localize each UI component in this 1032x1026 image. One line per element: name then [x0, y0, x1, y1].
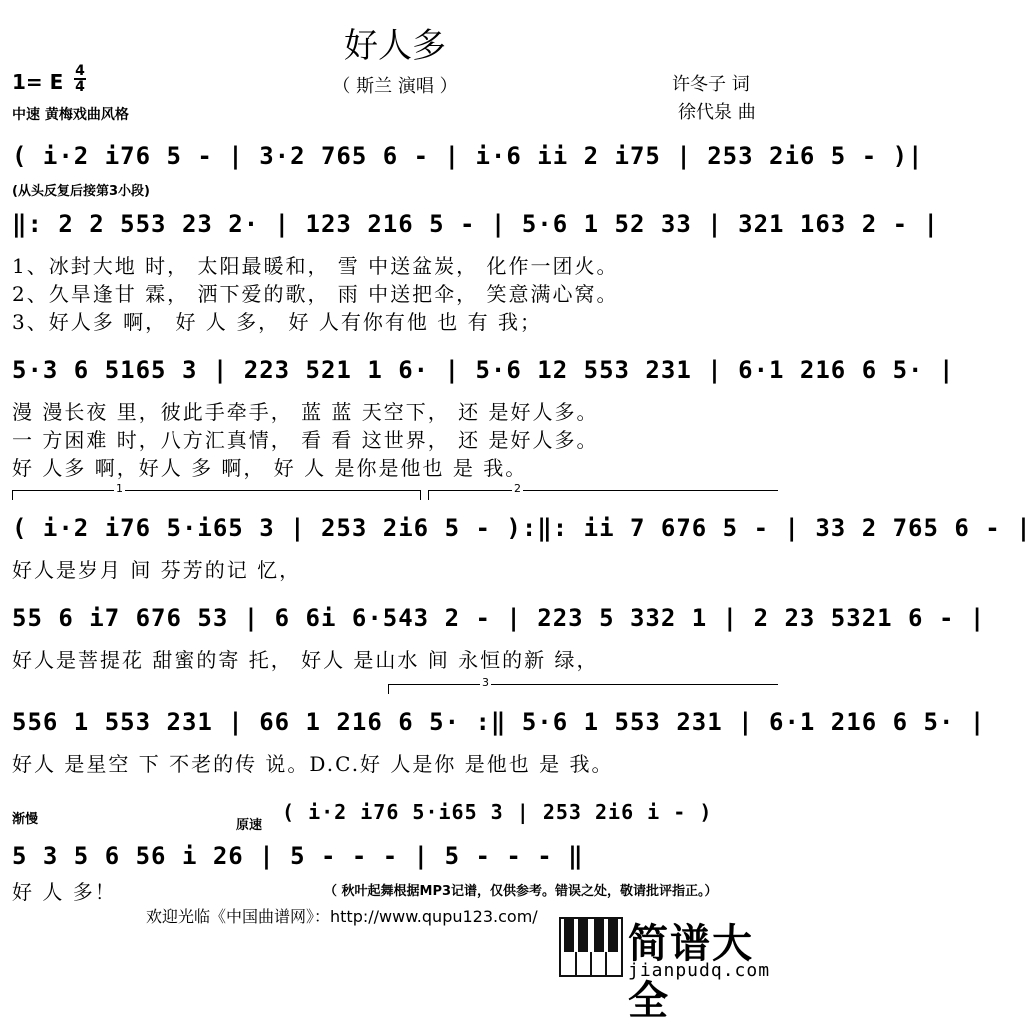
piano-keys-icon [560, 918, 622, 976]
meter-top: 4 [75, 63, 85, 79]
key-signature: 1= E [12, 70, 64, 94]
notation-recap-upper: ( i·2 i76 5·i65 3 | 253 2i6 i - ) [282, 800, 713, 824]
lyric-line: 漫 漫长夜 里，彼此手牵手， 蓝 蓝 天空下， 还 是好人多。 [12, 400, 599, 424]
singer-credit: （ 斯兰 演唱 ） [332, 76, 458, 97]
volta-number-3: 3 [482, 676, 489, 689]
notation-row-chorus-1: 55 6 i7 676 53 | 6 6i 6·543 2 - | 223 5 332 1 | 2 23 5321 6 - | [12, 604, 986, 632]
gradual-slow-mark: 渐慢 [12, 812, 39, 827]
lyric-line: 好人是岁月 间 芬芳的记 忆， [12, 558, 302, 582]
volta-tick [12, 490, 13, 500]
volta-bracket-1 [12, 490, 420, 491]
lyric-line: 2、久旱逢甘 霖， 洒下爱的歌， 雨 中送把伞， 笑意满心窝。 [12, 282, 619, 306]
lyric-line: 3、好人多 啊， 好 人 多， 好 人有你有他 也 有 我； [12, 310, 542, 334]
page-title: 好人多 [344, 26, 446, 66]
volta-bracket-3 [388, 684, 778, 685]
tempo-marking: 中速 黄梅戏曲风格 [12, 107, 129, 123]
lyricist-credit: 许冬子 词 [672, 74, 750, 95]
lyric-line: 好 人多 啊，好人 多 啊， 好 人 是你是他也 是 我。 [12, 456, 528, 480]
lyric-line: 好人 是星空 下 不老的传 说。D.C.好 人是你 是他也 是 我。 [12, 752, 614, 776]
lyric-line: 一 方困难 时，八方汇真情， 看 看 这世界， 还 是好人多。 [12, 428, 599, 452]
brand-name: 简谱大全 [628, 921, 754, 1024]
notation-row-intro: ( i·2 i76 5 - | 3·2 765 6 - | i·6 ii 2 i75 | 253 2i6 5 - )| [12, 142, 924, 170]
composer-credit: 徐代泉 曲 [678, 102, 756, 123]
notation-row-verse-1: ‖: 2 2 553 23 2· | 123 216 5 - | 5·6 1 52 33 | 321 163 2 - | [12, 210, 939, 238]
volta-number-1: 1 [116, 482, 123, 495]
volta-tick [388, 684, 389, 694]
repeat-instruction: (从头反复后接第3小段) [12, 184, 150, 199]
volta-number-2: 2 [514, 482, 521, 495]
lyric-line: 1、冰封大地 时， 太阳最暖和， 雪 中送盆炭， 化作一团火。 [12, 254, 619, 278]
site-logo [560, 916, 788, 1024]
notation-row-bridge: ( i·2 i76 5·i65 3 | 253 2i6 5 - ):‖: ii 7 676 5 - | 33 2 765 6 - | [12, 514, 1032, 542]
time-signature [74, 64, 86, 94]
volta-bracket-2 [428, 490, 778, 491]
lyric-line: 好 人 多！ [12, 880, 117, 904]
volta-tick [428, 490, 429, 500]
transcription-note: （ 秋叶起舞根据MP3记谱，仅供参考。错误之处，敬请批评指正。） [324, 884, 718, 899]
volta-tick [420, 490, 421, 500]
notation-row-coda: 5 3 5 6 56 i 26 | 5 - - - | 5 - - - ‖ [12, 842, 584, 870]
notation-row-verse-2: 5·3 6 5165 3 | 223 521 1 6· | 5·6 12 553 231 | 6·1 216 6 5· | [12, 356, 955, 384]
notation-row-chorus-2: 556 1 553 231 | 66 1 216 6 5· :‖ 5·6 1 553 231 | 6·1 216 6 5· | [12, 708, 986, 736]
meter-bottom: 4 [75, 79, 85, 95]
welcome-footer: 欢迎光临《中国曲谱网》：http://www.qupu123.com/ [146, 907, 538, 926]
lyric-line: 好人是菩提花 甜蜜的寄 托， 好人 是山水 间 永恒的新 绿， [12, 648, 599, 672]
original-tempo-mark: 原速 [236, 818, 263, 833]
brand-domain: jianpudq.com [628, 960, 771, 981]
